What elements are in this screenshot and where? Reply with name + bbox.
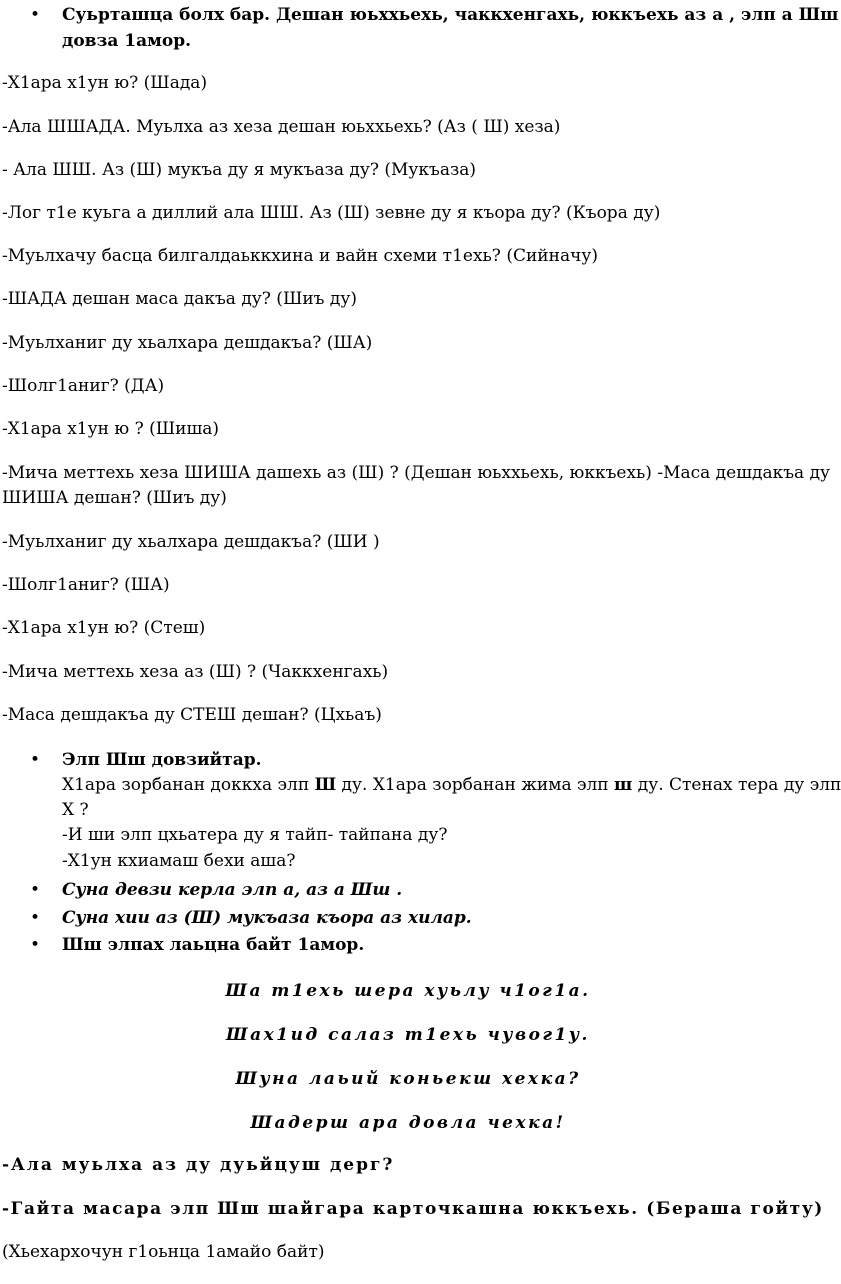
dialog-line: -Шолг1аниг? (ША) [2, 575, 170, 595]
heading-1-line-2: довза 1амор. [62, 31, 192, 51]
section-2-line-2: Х ? [62, 800, 89, 820]
section-2-line-4: -Х1ун кхиамаш бехи аша? [62, 851, 296, 871]
letter-upper: Ш [314, 775, 337, 795]
bullet-icon: • [30, 5, 41, 25]
final-task: -Гайта масара элп Шш шайгара карточкашна юккъехь. (Бераша гойту) [2, 1199, 824, 1219]
heading-1-line-1: Суьрташца болх бар. Дешан юьххьехь, чаккхенгахь, юккъехь аз а , элп а Шш [62, 5, 839, 25]
dialog-wrap-line-2: ШИША дешан? (Шиъ ду) [2, 488, 227, 508]
dialog-line: -Мича меттехь хеза аз (Ш) ? (Чаккхенгахь) [2, 662, 389, 682]
dialog-line: -Муьлханиг ду хьалхара дешдакъа? (ША) [2, 333, 373, 353]
text-segment: ду. Х1ара зорбанан жима элп [336, 775, 615, 795]
dialog-line: -Муьлханиг ду хьалхара дешдакъа? (ШИ ) [2, 532, 380, 552]
bullet-icon: • [30, 750, 41, 770]
poem-line: Шах1ид салаз т1ехь чувог1у. [226, 1025, 590, 1045]
dialog-line: -Лог т1е куьга а диллий ала ШШ. Аз (Ш) зевне ду я къора ду? (Къора ду) [2, 203, 661, 223]
dialog-line: - Ала ШШ. Аз (Ш) мукъа ду я мукъаза ду? (Мукъаза) [2, 160, 477, 180]
letter-lower: ш [614, 775, 633, 795]
dialog-line: -ШАДА дешан маса дакъа ду? (Шиъ ду) [2, 289, 357, 309]
dialog-line: -Муьлхачу басца билгалдаьккхина и вайн схеми т1ехь? (Сийначу) [2, 246, 598, 266]
dialog-wrap-line-1: -Мича меттехь хеза ШИША дашехь аз (Ш) ? (Дешан юьххьехь, юккъехь) -Маса дешдакъа ду [2, 463, 831, 483]
dialog-line: -Шолг1аниг? (ДА) [2, 376, 165, 396]
text-segment: ду. Стенах тера ду элп [632, 775, 841, 795]
section-2-heading: Элп Шш довзийтар. [62, 750, 262, 770]
dialog-line: -Х1ара х1ун ю? (Шада) [2, 73, 208, 93]
bullet-item: Шш элпах лаьцна байт 1амор. [62, 935, 365, 955]
section-2-line-3: -И ши элп цхьатера ду я тайп- тайпана ду? [62, 825, 448, 845]
dialog-line: -Х1ара х1ун ю? (Стеш) [2, 618, 206, 638]
bullet-icon: • [30, 880, 41, 900]
poem-line: Шуна лаьий коньекш хехка? [235, 1069, 581, 1089]
dialog-line: -Х1ара х1ун ю ? (Шиша) [2, 419, 220, 439]
poem-line: Ша т1ехь шера хуьлу ч1ог1а. [225, 981, 591, 1001]
poem-line: Шадерш ара довла чехка! [250, 1113, 566, 1133]
bullet-icon: • [30, 908, 41, 928]
final-question: -Ала муьлха аз ду дуьйцуш дерг? [2, 1155, 395, 1175]
final-note: (Хьехархочун г1оьнца 1амайо байт) [2, 1242, 325, 1262]
bullet-item: Суна хии аз (Ш) мукъаза къора аз хилар. [62, 908, 472, 928]
section-2-line-1 [62, 774, 841, 796]
text-segment: Х1ара зорбанан доккха элп [62, 775, 315, 795]
bullet-icon: • [30, 935, 41, 955]
dialog-line: -Ала ШШАДА. Муьлха аз хеза дешан юьххьехь? (Аз ( Ш) хеза) [2, 117, 561, 137]
bullet-item: Суна девзи керла элп а, аз а Шш . [62, 880, 403, 900]
dialog-line: -Маса дешдакъа ду СТЕШ дешан? (Цхьаъ) [2, 705, 382, 725]
